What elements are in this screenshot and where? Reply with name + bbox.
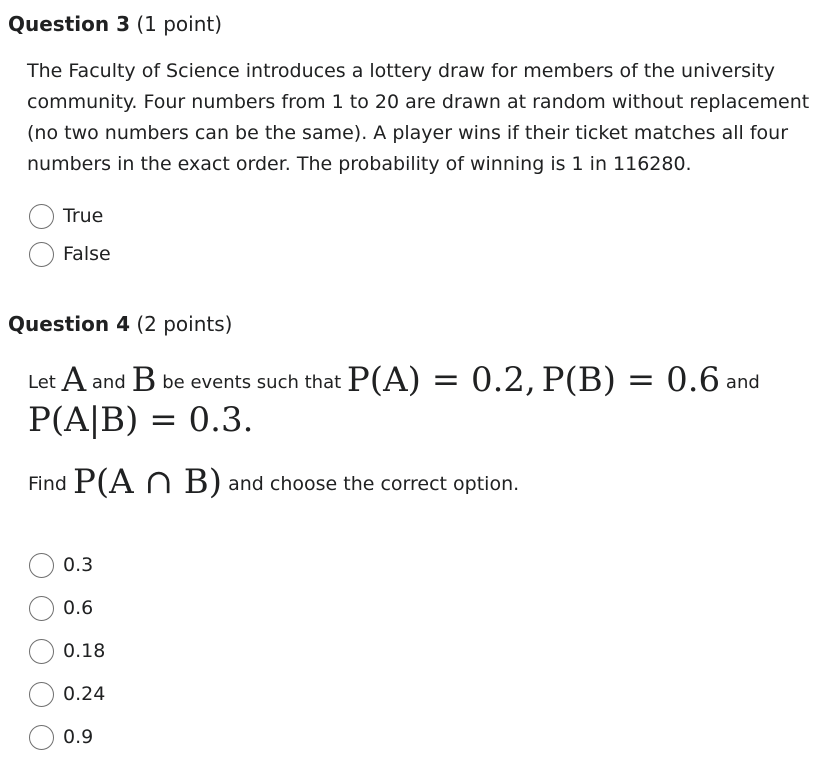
text-be-events: be events such that <box>162 372 342 393</box>
math-event-a: A <box>61 360 87 400</box>
question-4-points: (2 points) <box>136 312 233 336</box>
option-label: True <box>63 205 104 227</box>
math-intersection: P(A ∩ B) <box>72 462 223 502</box>
option-0-18[interactable] <box>29 637 105 665</box>
radio-button[interactable] <box>29 242 54 267</box>
text-choose: and choose the correct option. <box>228 473 520 495</box>
question-3-title <box>8 12 222 36</box>
math-conditional-prob: P(A|B) = 0.3. <box>28 400 254 440</box>
option-0-6[interactable] <box>29 594 93 622</box>
question-3-points: (1 point) <box>136 12 223 36</box>
question-3-line: community. Four numbers from 1 to 20 are drawn at random without replacement <box>27 91 810 113</box>
option-0-3[interactable] <box>29 551 93 579</box>
question-4-number: Question 4 <box>8 312 130 336</box>
radio-button[interactable] <box>29 596 54 621</box>
radio-button[interactable] <box>29 639 54 664</box>
option-label: 0.3 <box>63 554 94 576</box>
radio-button[interactable] <box>29 682 54 707</box>
option-label: 0.6 <box>63 597 94 619</box>
option-true[interactable] <box>29 202 103 230</box>
math-event-b: B <box>131 360 157 400</box>
math-prob-a: P(A) = 0.2, <box>346 360 536 400</box>
question-3-text <box>27 56 827 180</box>
option-0-9[interactable] <box>29 723 93 751</box>
radio-button[interactable] <box>29 553 54 578</box>
question-4-line-1 <box>28 360 760 400</box>
option-label: 0.9 <box>63 726 94 748</box>
option-label: False <box>63 243 111 265</box>
question-3-line: numbers in the exact order. The probability of winning is 1 in 116280. <box>27 153 692 175</box>
question-3-line: (no two numbers can be the same). A player wins if their ticket matches all four <box>27 122 789 144</box>
text-and: and <box>725 372 760 393</box>
text-find: Find <box>28 473 67 495</box>
question-4-title <box>8 312 232 336</box>
question-3-number: Question 3 <box>8 12 130 36</box>
radio-button[interactable] <box>29 204 54 229</box>
option-label: 0.18 <box>63 640 106 662</box>
radio-button[interactable] <box>29 725 54 750</box>
question-3-line: The Faculty of Science introduces a lottery draw for members of the university <box>27 60 776 82</box>
option-label: 0.24 <box>63 683 106 705</box>
math-prob-b: P(B) = 0.6 <box>541 360 721 400</box>
option-0-24[interactable] <box>29 680 105 708</box>
text-let: Let <box>28 372 56 393</box>
question-4-prompt <box>28 462 519 502</box>
text-and: and <box>91 372 126 393</box>
option-false[interactable] <box>29 240 111 268</box>
